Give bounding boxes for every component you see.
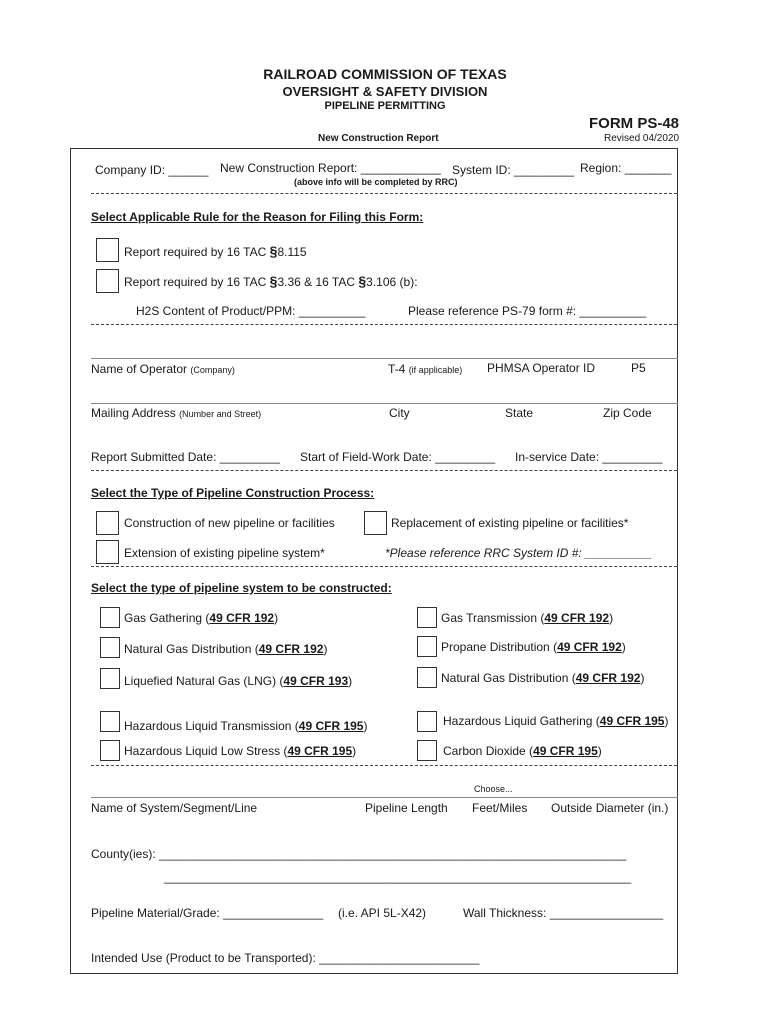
report-title: New Construction Report: [318, 133, 439, 144]
system-name-label: Name of System/Segment/Line: [91, 801, 258, 815]
divider: [91, 324, 677, 325]
replacement-checkbox[interactable]: [364, 511, 387, 535]
fieldwork-date-field[interactable]: Start of Field-Work Date: _________: [300, 450, 496, 464]
rule-section-heading: Select Applicable Rule for the Reason for Filing this Form:: [91, 210, 424, 224]
ngd-label: Natural Gas Distribution (49 CFR 192): [124, 642, 328, 656]
zip-label: Zip Code: [603, 406, 652, 420]
new-construction-label: Construction of new pipeline or facilities: [124, 516, 335, 530]
mailing-address-label: Mailing Address (Number and Street): [91, 406, 262, 420]
propane-label: Propane Distribution (49 CFR 192): [441, 640, 626, 654]
system-id-field[interactable]: System ID: _________: [452, 163, 575, 177]
system-details-line[interactable]: [91, 797, 678, 798]
county-field-line2[interactable]: ______________________________________________________________________: [164, 870, 632, 884]
section-title: PIPELINE PERMITTING: [324, 100, 446, 112]
divider: [91, 566, 677, 567]
hlt-label: Hazardous Liquid Transmission (49 CFR 195): [124, 719, 368, 733]
divider: [91, 765, 677, 766]
gas-gathering-label: Gas Gathering (49 CFR 192): [124, 611, 279, 625]
lng-checkbox[interactable]: [100, 668, 120, 689]
ngd2-checkbox[interactable]: [417, 667, 437, 688]
intended-use-field[interactable]: Intended Use (Product to be Transported): ________________________: [91, 951, 480, 965]
extension-checkbox[interactable]: [96, 540, 119, 564]
region-field[interactable]: Region: _______: [580, 161, 672, 175]
division-title: OVERSIGHT & SAFETY DIVISION: [282, 84, 488, 99]
agency-title: RAILROAD COMMISSION OF TEXAS: [263, 66, 507, 82]
wall-thickness-field[interactable]: Wall Thickness: _________________: [463, 906, 664, 920]
hlls-checkbox[interactable]: [100, 740, 120, 761]
pipeline-length-label: Pipeline Length: [365, 801, 448, 815]
t4-label: T-4 (if applicable): [388, 362, 463, 376]
hlg-label: Hazardous Liquid Gathering (49 CFR 195): [443, 714, 669, 728]
material-field[interactable]: Pipeline Material/Grade: _______________: [91, 906, 324, 920]
rule-8115-label: Report required by 16 TAC §8.115: [124, 243, 307, 259]
new-construction-checkbox[interactable]: [96, 511, 119, 535]
ps79-field[interactable]: Please reference PS-79 form #: __________: [408, 304, 647, 318]
submitted-date-field[interactable]: Report Submitted Date: _________: [91, 450, 280, 464]
state-label: State: [505, 406, 534, 420]
units-label: Feet/Miles: [472, 801, 528, 815]
co2-label: Carbon Dioxide (49 CFR 195): [443, 744, 602, 758]
ngd-checkbox[interactable]: [100, 637, 120, 658]
gas-transmission-checkbox[interactable]: [417, 607, 437, 628]
system-type-section-heading: Select the type of pipeline system to be constructed:: [91, 581, 392, 595]
co2-checkbox[interactable]: [417, 740, 437, 761]
ncr-field[interactable]: New Construction Report: ____________: [220, 161, 441, 175]
county-field[interactable]: County(ies): ______________________________________________________________________: [91, 847, 627, 861]
address-line[interactable]: [91, 403, 678, 404]
hlt-checkbox[interactable]: [100, 711, 120, 732]
ngd2-label: Natural Gas Distribution (49 CFR 192): [441, 671, 645, 685]
lng-label: Liquefied Natural Gas (LNG) (49 CFR 193): [124, 674, 353, 688]
replacement-label: Replacement of existing pipeline or facilities*: [391, 516, 629, 530]
revised-date: Revised 04/2020: [604, 133, 680, 144]
rule-336-label: Report required by 16 TAC §3.36 & 16 TAC §3.106 (b):: [124, 273, 418, 289]
inservice-date-field[interactable]: In-service Date: _________: [515, 450, 663, 464]
outside-diameter-label: Outside Diameter (in.): [551, 801, 669, 815]
construction-section-heading: Select the Type of Pipeline Construction Process:: [91, 486, 375, 500]
h2s-field[interactable]: H2S Content of Product/PPM: __________: [136, 304, 366, 318]
phmsa-label: PHMSA Operator ID: [487, 361, 596, 375]
company-id-field[interactable]: Company ID: ______: [95, 163, 209, 177]
operator-name-label: Name of Operator (Company): [91, 362, 235, 376]
rule-8115-checkbox[interactable]: [96, 238, 119, 262]
rrc-note: (above info will be completed by RRC): [294, 177, 458, 187]
operator-line[interactable]: [91, 358, 678, 359]
divider: [91, 470, 677, 471]
hlg-checkbox[interactable]: [417, 711, 437, 732]
divider: [91, 193, 677, 194]
units-dropdown[interactable]: Choose...: [474, 784, 513, 794]
form-id: FORM PS-48: [589, 115, 680, 132]
p5-label: P5: [631, 361, 646, 375]
system-id-reference-field[interactable]: *Please reference RRC System ID #: __________: [385, 546, 652, 560]
propane-checkbox[interactable]: [417, 636, 437, 657]
extension-label: Extension of existing pipeline system*: [124, 546, 325, 560]
rule-336-checkbox[interactable]: [96, 269, 119, 293]
city-label: City: [389, 406, 410, 420]
gas-transmission-label: Gas Transmission (49 CFR 192): [441, 611, 614, 625]
hlls-label: Hazardous Liquid Low Stress (49 CFR 195): [124, 744, 357, 758]
gas-gathering-checkbox[interactable]: [100, 607, 120, 628]
material-example: (i.e. API 5L-X42): [338, 906, 427, 920]
